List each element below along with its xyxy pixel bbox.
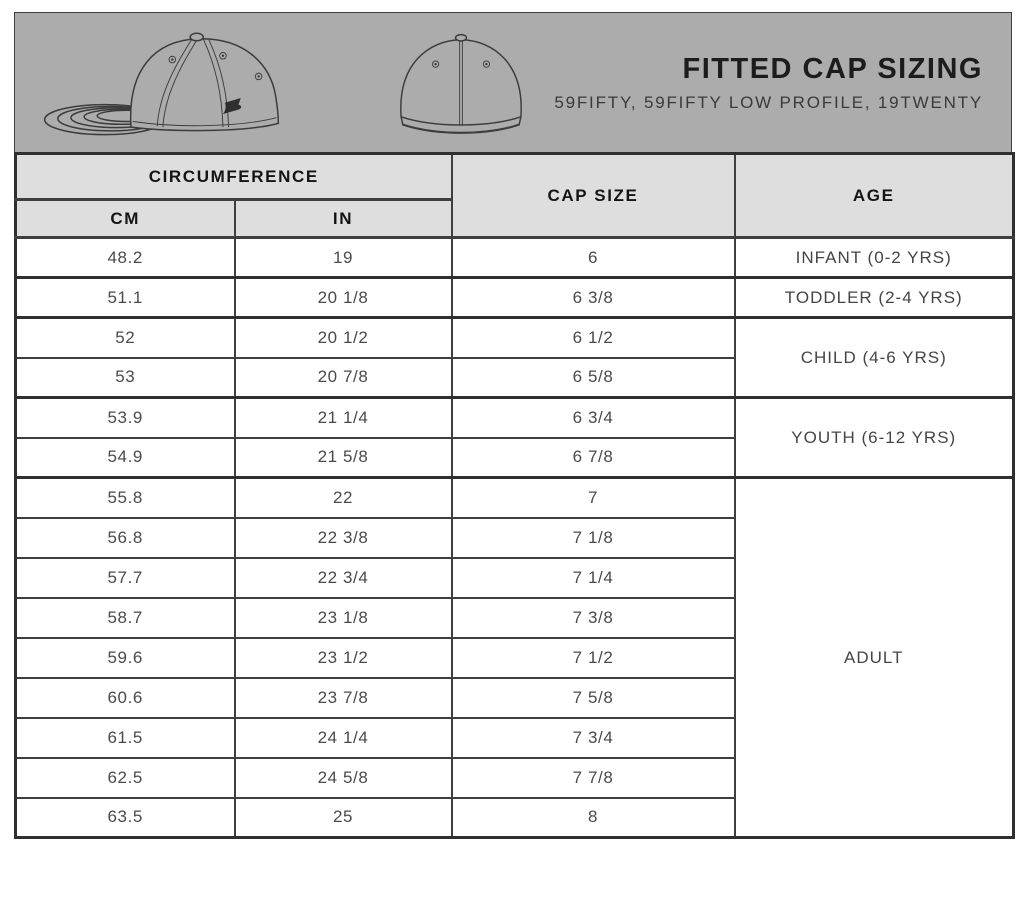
age-header: AGE [735,154,1014,238]
cap-size-cell: 8 [452,798,735,838]
cm-cell: 60.6 [16,678,235,718]
table-row [16,238,1014,278]
cap-size-cell: 6 [452,238,735,278]
cm-cell: 54.9 [16,438,235,478]
cm-cell: 53 [16,358,235,398]
cap-size-cell: 7 3/8 [452,598,735,638]
cap-size-cell: 6 5/8 [452,358,735,398]
cap-back-view-icon [385,26,537,144]
cap-size-cell: 6 3/4 [452,398,735,438]
banner-titles [554,53,1011,113]
cm-cell: 57.7 [16,558,235,598]
cm-header: CM [16,200,235,238]
cm-cell: 56.8 [16,518,235,558]
in-cell: 21 1/4 [235,398,452,438]
header-banner [14,12,1012,152]
cap-illustrations [15,22,537,144]
age-cell: TODDLER (2-4 YRS) [735,278,1014,318]
in-cell: 23 1/2 [235,638,452,678]
in-cell: 20 1/2 [235,318,452,358]
in-cell: 23 1/8 [235,598,452,638]
age-cell: CHILD (4-6 YRS) [735,318,1014,398]
sizing-table-header [16,154,1014,238]
age-cell: INFANT (0-2 YRS) [735,238,1014,278]
cm-cell: 63.5 [16,798,235,838]
in-cell: 22 3/8 [235,518,452,558]
in-cell: 23 7/8 [235,678,452,718]
age-cell: YOUTH (6-12 YRS) [735,398,1014,478]
cm-cell: 52 [16,318,235,358]
cm-cell: 59.6 [16,638,235,678]
table-row [16,318,1014,358]
cap-size-cell: 6 7/8 [452,438,735,478]
cap-size-cell: 7 5/8 [452,678,735,718]
cm-cell: 61.5 [16,718,235,758]
in-cell: 19 [235,238,452,278]
cm-cell: 51.1 [16,278,235,318]
sizing-table [14,152,1015,839]
in-cell: 22 [235,478,452,518]
cm-cell: 55.8 [16,478,235,518]
cap-side-view-icon [37,22,347,144]
page-subtitle: 59FIFTY, 59FIFTY LOW PROFILE, 19TWENTY [554,92,983,112]
cap-size-header: CAP SIZE [452,154,735,238]
page-title: FITTED CAP SIZING [682,52,983,85]
cm-cell: 62.5 [16,758,235,798]
in-cell: 25 [235,798,452,838]
table-row [16,278,1014,318]
circumference-header: CIRCUMFERENCE [16,154,452,200]
in-cell: 24 5/8 [235,758,452,798]
cap-size-cell: 6 3/8 [452,278,735,318]
cap-size-cell: 7 7/8 [452,758,735,798]
in-cell: 22 3/4 [235,558,452,598]
cap-size-cell: 7 1/2 [452,638,735,678]
in-header: IN [235,200,452,238]
cap-size-cell: 6 1/2 [452,318,735,358]
in-cell: 24 1/4 [235,718,452,758]
age-cell: ADULT [735,478,1014,838]
table-row [16,478,1014,518]
cm-cell: 58.7 [16,598,235,638]
cap-size-cell: 7 1/8 [452,518,735,558]
cm-cell: 53.9 [16,398,235,438]
cap-size-cell: 7 3/4 [452,718,735,758]
in-cell: 20 1/8 [235,278,452,318]
table-row [16,398,1014,438]
in-cell: 21 5/8 [235,438,452,478]
cm-cell: 48.2 [16,238,235,278]
cap-size-cell: 7 [452,478,735,518]
in-cell: 20 7/8 [235,358,452,398]
cap-size-cell: 7 1/4 [452,558,735,598]
sizing-table-body [16,238,1014,838]
